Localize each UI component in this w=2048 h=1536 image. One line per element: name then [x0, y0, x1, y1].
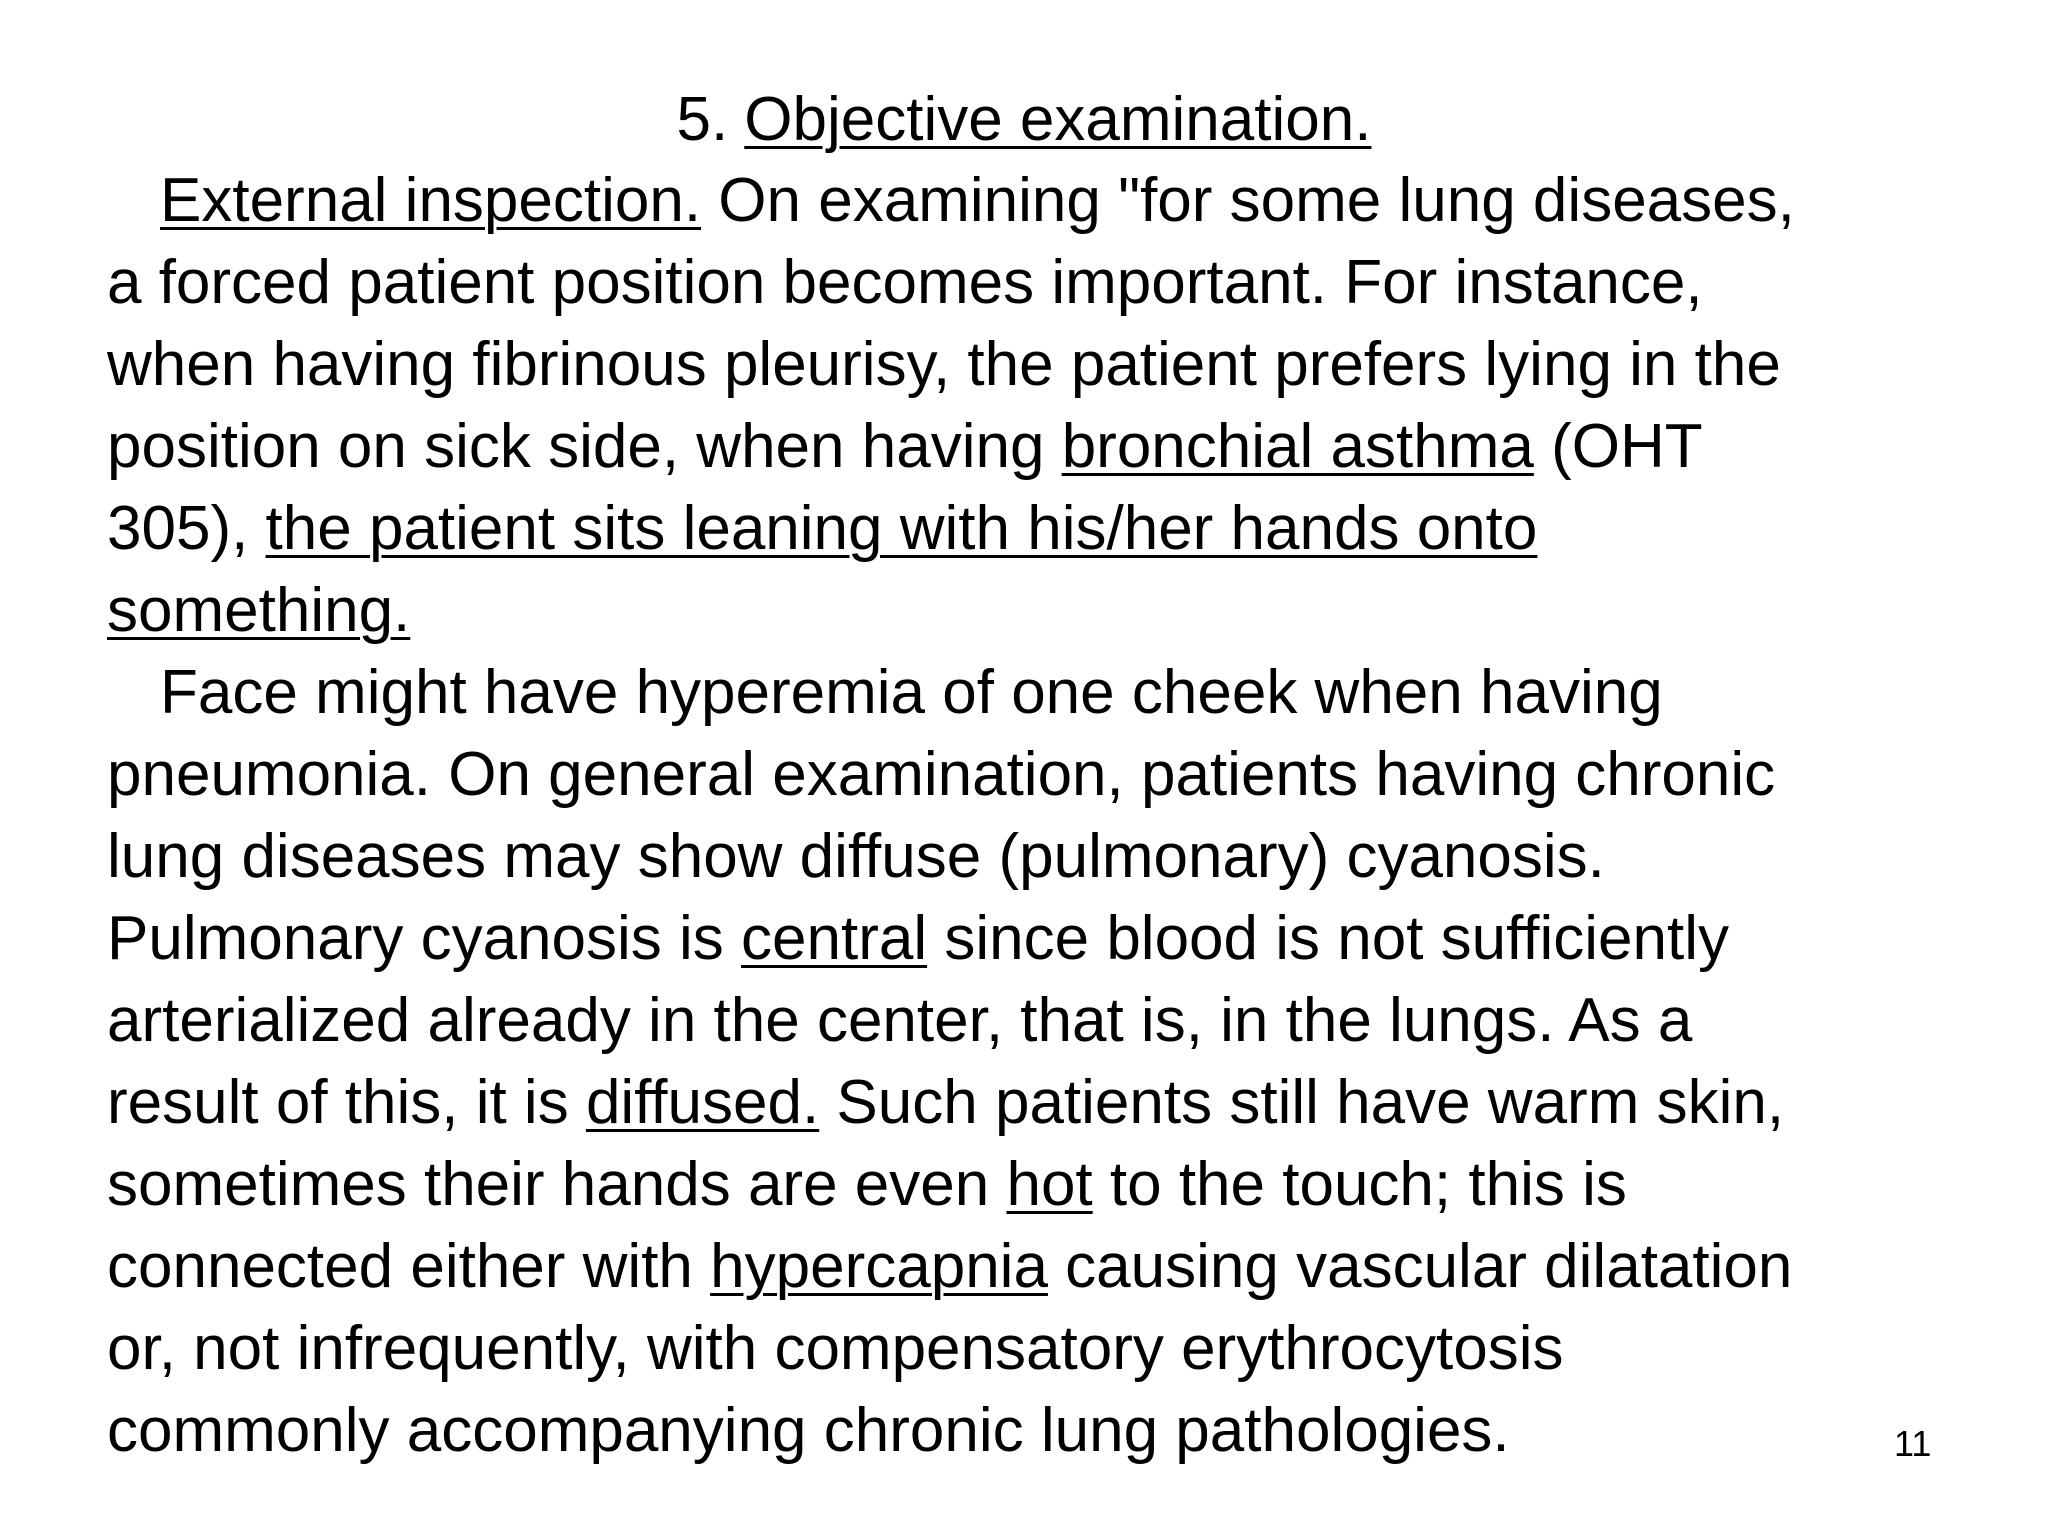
- text-span: (OHT: [1533, 412, 1703, 481]
- text-span: pneumonia. On general examination, patients having chronic: [107, 740, 1776, 809]
- text-span: 305),: [107, 494, 266, 563]
- text-line: [107, 1062, 2007, 1144]
- text-span: Such patients still have warm skin,: [819, 1068, 1785, 1137]
- term-external-inspection: External inspection.: [160, 166, 702, 235]
- text-line: [107, 734, 2007, 816]
- text-span: a forced patient position becomes important. For instance,: [107, 248, 1703, 317]
- text-line: [107, 1226, 2007, 1308]
- slide-title: [0, 84, 2048, 156]
- emphasis-sitting-position: the patient sits leaning with his/her hands onto: [265, 494, 1538, 563]
- text-span: sometimes their hands are even: [107, 1150, 1007, 1219]
- term-hypercapnia: hypercapnia: [710, 1232, 1048, 1301]
- term-diffused: diffused.: [585, 1068, 820, 1137]
- text-span: arterialized already in the center, that is, in the lungs. As a: [107, 986, 1693, 1055]
- term-bronchial-asthma: bronchial asthma: [1061, 412, 1534, 481]
- text-span: result of this, it is: [107, 1068, 586, 1137]
- text-line: [107, 1308, 2007, 1390]
- page-number: 11: [1894, 1423, 1932, 1464]
- text-span: or, not infrequently, with compensatory erythrocytosis: [107, 1314, 1564, 1383]
- text-span: connected either with: [107, 1232, 711, 1301]
- text-line: [107, 160, 2007, 242]
- text-span: Face might have hyperemia of one cheek when having: [160, 658, 1663, 727]
- text-line: [107, 980, 2007, 1062]
- emphasis-sitting-position-end: something.: [107, 576, 411, 645]
- text-span: On examining "for some lung diseases,: [701, 166, 1795, 235]
- text-line: [107, 1144, 2007, 1226]
- text-line: [107, 652, 2007, 734]
- text-line: [107, 242, 2007, 324]
- text-span: causing vascular dilatation: [1047, 1232, 1793, 1301]
- term-hot: hot: [1006, 1150, 1093, 1219]
- text-line: [107, 898, 2007, 980]
- text-span: Pulmonary cyanosis is: [107, 904, 742, 973]
- text-line: [107, 570, 2007, 652]
- text-line: [107, 1390, 2007, 1472]
- section-title: Objective examination.: [744, 85, 1372, 154]
- term-central: central: [741, 904, 928, 973]
- body-text: [107, 160, 2007, 1472]
- text-span: to the touch; this is: [1092, 1150, 1627, 1219]
- text-span: lung diseases may show diffuse (pulmonary) cyanosis.: [107, 822, 1605, 891]
- text-span: since blood is not sufficiently: [927, 904, 1729, 973]
- text-line: [107, 816, 2007, 898]
- text-span: commonly accompanying chronic lung pathologies.: [107, 1396, 1510, 1465]
- text-span: position on sick side, when having: [107, 412, 1062, 481]
- text-line: [107, 488, 2007, 570]
- text-line: [107, 324, 2007, 406]
- text-line: [107, 406, 2007, 488]
- section-number: 5.: [676, 85, 729, 154]
- text-span: when having fibrinous pleurisy, the patient prefers lying in the: [107, 330, 1781, 399]
